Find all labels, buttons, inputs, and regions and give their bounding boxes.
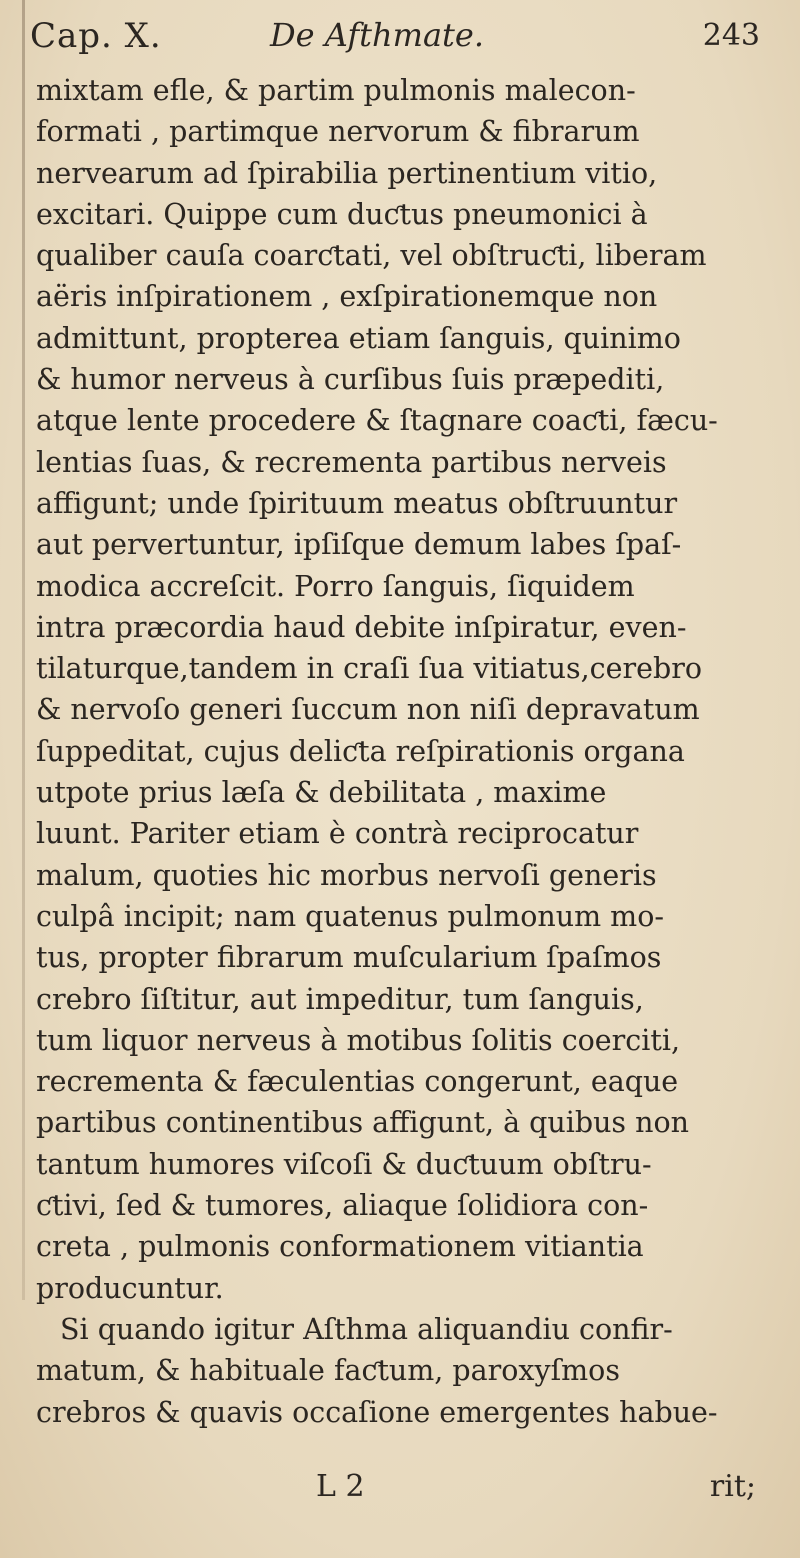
- page-number: 243: [702, 18, 760, 53]
- gutter-shadow: [22, 0, 25, 1300]
- page-footer: [36, 1469, 776, 1514]
- text-line: culpâ incipit; nam quatenus pulmonum mo-: [36, 899, 664, 933]
- text-line: formati , partimque nervorum & fibrarum: [36, 115, 640, 149]
- text-line: recrementa & fæculentias congerunt, eaque: [36, 1065, 679, 1099]
- catchword: rit;: [709, 1469, 756, 1504]
- text-line: qualiber cauſa coarƈtati, vel obſtruƈti, liberam: [36, 239, 707, 273]
- text-line: atque lente procedere & ſtagnare coaƈti, fæcu-: [36, 404, 718, 438]
- running-header: [30, 16, 770, 66]
- text-line: admittunt, propterea etiam ſanguis, quinimo: [36, 321, 681, 355]
- body-text: [36, 70, 776, 1433]
- text-line: affigunt; unde ſpirituum meatus obſtruuntur: [36, 486, 678, 520]
- text-line: mixtam efle, & partim pulmonis malecon-: [36, 74, 636, 107]
- text-line: tantum humores viſcoſi & duƈtuum obſtru-: [36, 1147, 652, 1181]
- text-line: crebros & quavis occaſione emergentes habue-: [36, 1395, 718, 1429]
- text-line: ƈtivi, ſed & tumores, aliaque ſolidiora con-: [36, 1189, 649, 1223]
- text-line: tus, propter fibrarum muſcularium ſpaſmos: [36, 941, 662, 975]
- text-line: tilaturque,tandem in craſi ſua vitiatus,cerebro: [36, 652, 703, 686]
- text-line: matum, & habituale faƈtum, paroxyſmos: [36, 1354, 620, 1388]
- signature-mark: L 2: [316, 1469, 365, 1504]
- text-line: modica accreſcit. Porro ſanguis, ſiquidem: [36, 569, 635, 603]
- text-line: lentias ſuas, & recrementa partibus nerveis: [36, 445, 667, 479]
- text-line: ſuppeditat, cujus deliƈta reſpirationis organa: [36, 734, 685, 768]
- text-line: aëris inſpirationem , exſpirationemque non: [36, 280, 658, 314]
- text-line: crebro ſiſtitur, aut impeditur, tum ſanguis,: [36, 982, 644, 1016]
- text-line: producuntur.: [36, 1271, 224, 1305]
- text-line: intra præcordia haud debite inſpiratur, even-: [36, 610, 687, 644]
- text-line: malum, quoties hic morbus nervoſi generis: [36, 858, 657, 892]
- text-line: creta , pulmonis conformationem vitiantia: [36, 1230, 644, 1264]
- text-line: luunt. Pariter etiam è contrà reciprocatur: [36, 817, 639, 851]
- text-line: excitari. Quippe cum duƈtus pneumonici à: [36, 197, 648, 231]
- paragraph-start-line: Si quando igitur Aſthma aliquandiu confir-: [60, 1312, 673, 1346]
- chapter-label: Cap. X.: [30, 16, 162, 56]
- text-line: utpote prius læſa & debilitata , maxime: [36, 776, 607, 810]
- running-title: De Afthmate.: [270, 16, 485, 54]
- text-line: & humor nerveus à curſibus ſuis præpediti,: [36, 363, 665, 397]
- text-line: aut pervertuntur, ipſiſque demum labes ſpaſ-: [36, 528, 682, 562]
- text-line: nervearum ad ſpirabilia pertinentium vitio,: [36, 156, 658, 190]
- text-line: & nervoſo generi ſuccum non niſi depravatum: [36, 693, 700, 727]
- text-line: partibus continentibus affigunt, à quibus non: [36, 1106, 689, 1140]
- text-line: tum liquor nerveus à motibus ſolitis coerciti,: [36, 1023, 681, 1057]
